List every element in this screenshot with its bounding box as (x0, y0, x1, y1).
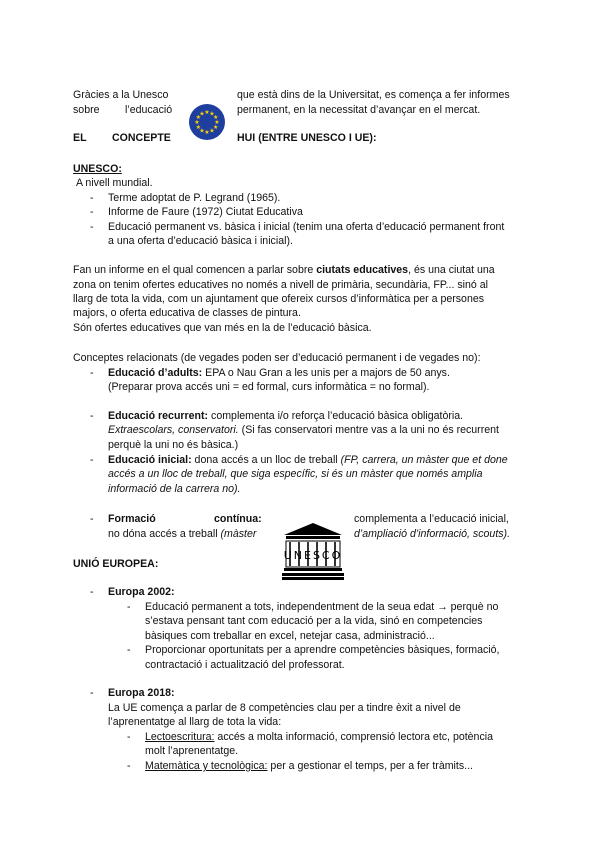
concept-adults: Educació d’adults: EPA o Nau Gran a les unis per a majors de 50 anys. (108, 367, 450, 379)
dash: - (90, 586, 94, 598)
svg-text:★: ★ (199, 110, 205, 118)
competence-lectoescritura-note: molt l’aprenentatge. (145, 745, 239, 757)
intro-text: Gràcies a la Unesco (73, 89, 169, 101)
concepts-intro: Conceptes relacionats (de vegades poden ser d’educació permanent i de vegades no): (73, 352, 481, 364)
concept-continua: contínua: (214, 513, 262, 525)
svg-text:★: ★ (209, 127, 215, 135)
dash: - (90, 221, 94, 233)
unesco-logo-text: UNESCO (283, 549, 343, 562)
dash: - (127, 601, 131, 613)
svg-text:★: ★ (199, 127, 205, 135)
concept-inicial-note: accés a un lloc de treball, que siga específic, si és un màster que només amplia (108, 468, 483, 480)
europe-2002-title: Europa 2002: (108, 586, 175, 598)
intro-text: permanent, en la necessitat d’avançar en el mercat. (237, 104, 481, 116)
unesco-level: A nivell mundial. (76, 177, 153, 189)
concept-formacio-text: complementa a l’educació inicial, (354, 513, 509, 525)
intro-text: sobre (73, 104, 100, 116)
svg-text:★: ★ (195, 124, 201, 131)
list-item: Informe de Faure (1972) Ciutat Educativa (108, 206, 303, 218)
concept-adults-note: (Preparar prova accés uni = ed formal, curs informàtica = no formal). (108, 381, 430, 393)
para-line: llarg de tota la vida, com un ajuntament que ofereix cursos d’informàtica per a persones (73, 293, 485, 305)
list-item: Proporcionar oportunitats per a aprendre competències bàsiques, formació, (145, 644, 500, 656)
list-item: a una oferta d’educació bàsica i inicial). (108, 235, 293, 247)
europe-2018-text: l’aprenentatge al llarg de tota la vida: (108, 716, 282, 728)
europe-2018-text: La UE comença a parlar de 8 competències clau per a tindre èxit a nivel de (108, 702, 461, 714)
svg-text:★: ★ (213, 114, 219, 121)
heading-el: EL (73, 132, 87, 144)
svg-text:★: ★ (213, 124, 219, 131)
list-item: bàsiques com treballar en excel, netejar casa, administració... (145, 630, 435, 642)
list-item: Terme adoptat de P. Legrand (1965). (108, 192, 281, 204)
dash: - (90, 454, 94, 466)
svg-text:★: ★ (214, 119, 220, 126)
concept-formacio-text: no dóna accés a treball (màster (108, 528, 257, 540)
competence-lectoescritura: Lectoescritura: accés a molta informació, comprensió lectora etc, potència (145, 731, 493, 743)
dash: - (90, 513, 94, 525)
intro-text: l’educació (125, 104, 173, 116)
para-line: Fan un informe en el qual comencen a parlar sobre ciutats educatives, és una ciutat una (73, 264, 495, 276)
concept-inicial: Educació inicial: dona accés a un lloc de treball (FP, carrera, un màster que et done (108, 454, 508, 466)
concept-formacio: Formació (108, 513, 156, 525)
dash: - (127, 731, 131, 743)
unesco-logo-image (282, 522, 344, 580)
dash: - (90, 410, 94, 422)
dash: - (90, 192, 94, 204)
para-line: Són ofertes educatives que van més en la de l’educació bàsica. (73, 322, 372, 334)
intro-text: que està dins de la Universitat, es comença a fer informes (237, 89, 510, 101)
concept-inicial-note: informació de la carrera no). (108, 483, 241, 495)
svg-text:★: ★ (204, 109, 210, 116)
svg-text:★: ★ (209, 110, 215, 118)
list-item: Educació permanent a tots, independentment de la seua edat → perquè no (145, 601, 499, 613)
svg-text:★: ★ (195, 114, 201, 121)
para-line: majors, o oferta educativa de classes de pintura. (73, 307, 301, 319)
europe-2018-title: Europa 2018: (108, 687, 175, 699)
dash: - (90, 206, 94, 218)
list-item: Educació permanent vs. bàsica i inicial (tenim una oferta d’educació permanent front (108, 221, 505, 233)
dash: - (90, 367, 94, 379)
concept-recurrent-note: perquè la uni no és bàsica.) (108, 439, 239, 451)
heading-hui: HUI (ENTRE UNESCO I UE): (237, 132, 377, 144)
para-line: zona on tenim ofertes educatives no només a nivell de primària, secundària, FP... sinó al (73, 279, 488, 291)
list-item: s’estava pensant tant com educació per a la vida, sinó en competencies (145, 615, 483, 627)
dash: - (90, 687, 94, 699)
svg-text:★: ★ (204, 129, 210, 136)
section-title-unesco: UNESCO: (73, 163, 122, 175)
concept-recurrent-note: Extraescolars, conservatori. (Si fas conservatori mentre vas a la uni no és recurrent (108, 424, 499, 436)
dash: - (127, 760, 131, 772)
concept-formacio-text: d’ampliació d’informació, scouts). (354, 528, 511, 540)
eu-flag-image (189, 104, 225, 140)
heading-concepte: CONCEPTE (112, 132, 171, 144)
concept-recurrent: Educació recurrent: complementa i/o reforça l’educació bàsica obligatòria. (108, 410, 464, 422)
dash: - (127, 644, 131, 656)
section-title-ue: UNIÓ EUROPEA: (73, 558, 159, 570)
competence-matematica: Matemàtica y tecnològica: per a gestionar el temps, per a fer tràmits... (145, 760, 473, 772)
svg-text:★: ★ (194, 119, 200, 126)
list-item: contractació i actualització del professorat. (145, 659, 345, 671)
